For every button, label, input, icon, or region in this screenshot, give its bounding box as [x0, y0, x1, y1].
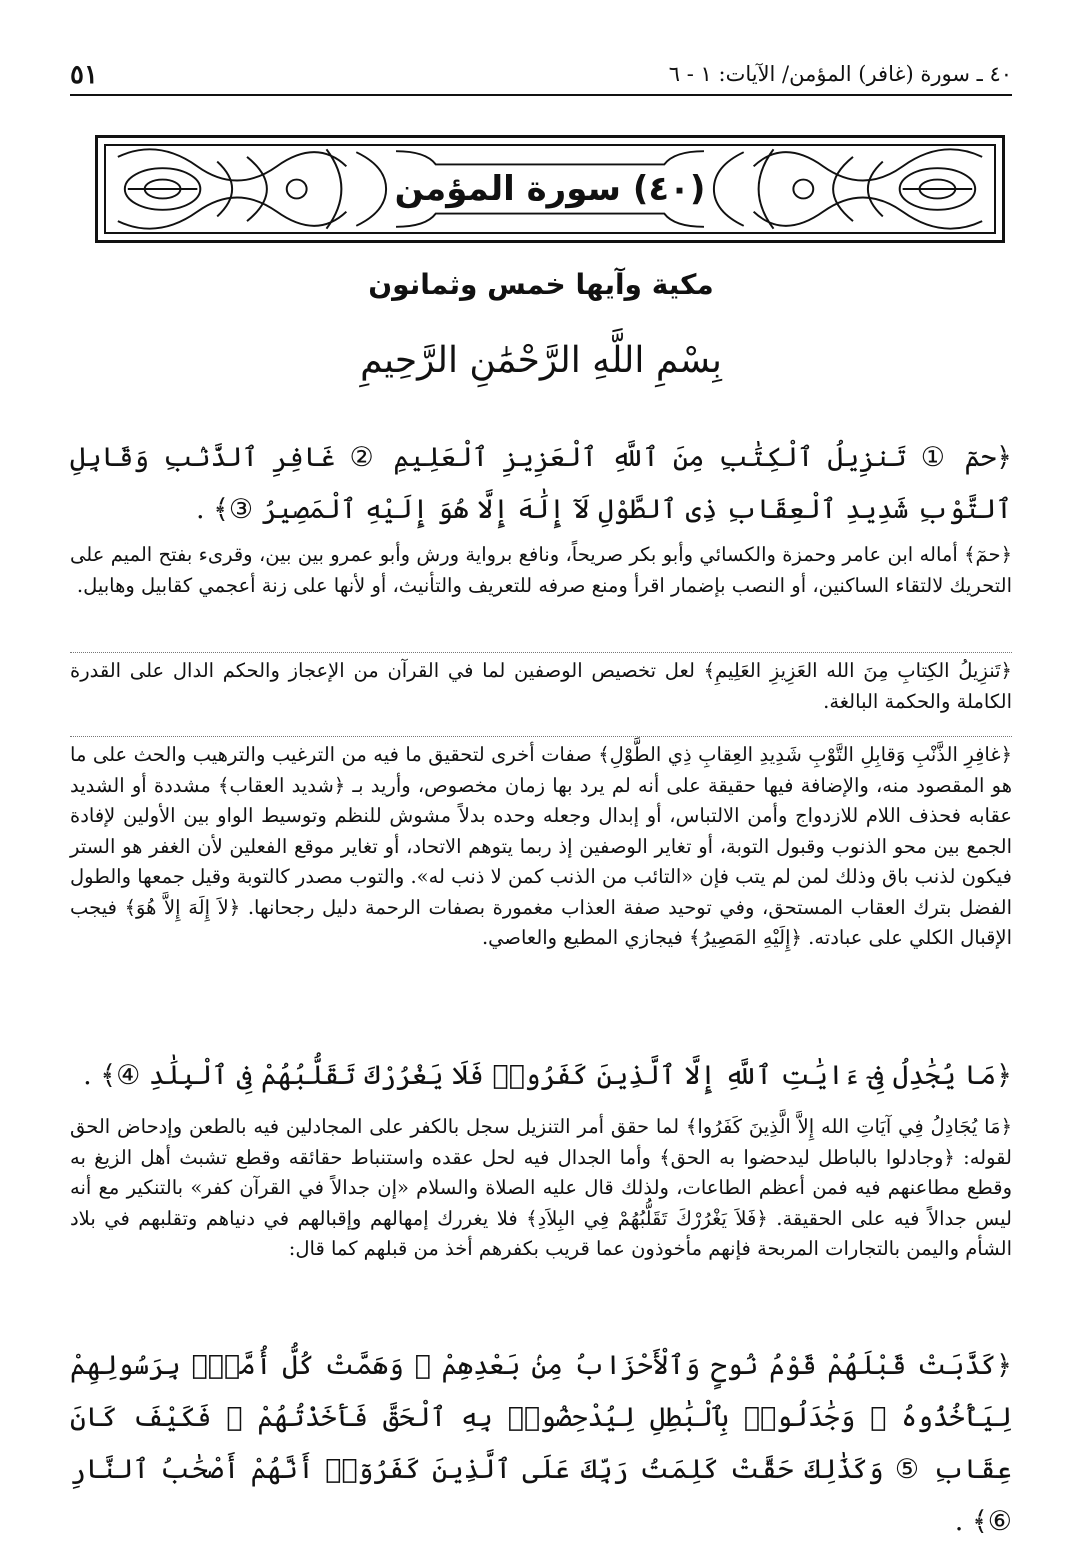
surah-title: (٤٠) سورة المؤمن [394, 169, 706, 209]
commentary-paragraph-1: ﴿حمٓ﴾ أماله ابن عامر وحمزة والكسائي وأبو بكر صريحاً، ونافع برواية ورش وأبو عمرو بين بين، وقرىء بفتح الميم على التحريك لالتقاء الساكنين، أو النصب بإضمار اقرأ ومنع صرفه للتعريف والتأنيث، أو لأنها على زنة أعجمي كقابيل وهابيل. [70, 543, 1012, 597]
commentary-paragraph-2: ﴿تَنزِيلُ الكِتابِ مِنَ الله العَزِيزِ العَلِيمِ﴾ لعل تخصيص الوصفين لما في القرآن من الإعجاز والحكم الدال على القدرة الكاملة والحكمة البالغة. [70, 659, 1012, 713]
basmala: بِسْمِ اللَّهِ الرَّحْمَٰنِ الرَّحِيمِ [360, 340, 722, 381]
surah-subtitle: مكية وآيها خمس وثمانون [368, 268, 714, 301]
header-rule [70, 94, 1012, 96]
commentary-paragraph-4: ﴿مَا يُجَادِلُ فِي آيَاتِ الله إِلاَّ الَّذِينَ كَفَرُوا﴾ لما حقق أمر التنزيل سجل بالكفر على المجادلين فيه بالطعن وإدحاض الحق لقوله: ﴿وجادلوا بالباطل ليدحضوا به الحق﴾ وأما الجدال فيه لحل عقده واستنباط حقائقه وقطع تشبث أهل الزيغ به وقطع مطاعنهم فيه فمن أعظم الطاعات، ولذلك قال عليه الصلاة والسلام «إن جدالاً في القرآن كفر» بالتنكير مع أنه ليس جدالاً فيه على الحقيقة. ﴿فَلاَ يَغْرُرْكَ تَقَلُّبُهُمْ فِي البِلاَدِ﴾ فلا يغررك إمهالهم وإقبالهم في دنياهم وتقلبهم في بلاد الشأم واليمن بالتجارات المربحة فإنهم مأخوذون عما قريب بكفرهم أخذ من قبلهم كما قال: [70, 1115, 1012, 1260]
paragraph-divider [70, 736, 1012, 737]
verse-block-4: ﴿مَا يُجَٰدِلُ فِىٓ ءَايَٰتِ ٱللَّهِ إِلَّا ٱلَّذِينَ كَفَرُوا۟ فَلَا يَغْرُرْكَ تَقَلُّبُهُمْ فِى ٱلْبِلَٰدِ ④﴾ . [83, 1060, 1012, 1091]
page-number: ٥١ [70, 60, 98, 90]
verse-block-5-6: ﴿كَذَّبَتْ قَبْلَهُمْ قَوْمُ نُوحٍ وَٱلْأَحْزَابُ مِنۢ بَعْدِهِمْ ۖ وَهَمَّتْ كُلُّ أُمَّةٍۭ بِرَسُولِهِمْ لِيَأْخُذُوهُ ۖ وَجَٰدَلُوا۟ بِٱلْبَٰطِلِ لِيُدْحِضُوا۟ بِهِ ٱلْحَقَّ فَأَخَذْتُهُمْ ۖ فَكَيْفَ كَانَ عِقَابِ ⑤ وَكَذَٰلِكَ حَقَّتْ كَلِمَتُ رَبِّكَ عَلَى ٱلَّذِينَ كَفَرُوٓا۟ أَنَّهُمْ أَصْحَٰبُ ٱلنَّارِ ⑥﴾ . [70, 1350, 1012, 1537]
page-header [70, 56, 1012, 96]
running-title: ٤٠ ـ سورة (غافر) المؤمن/ الآيات: ١ - ٦ [668, 62, 1012, 86]
surah-banner [95, 135, 1005, 243]
verse-block-1-3: ﴿حمٓ ① تَنزِيلُ ٱلْكِتَٰبِ مِنَ ٱللَّهِ ٱلْعَزِيزِ ٱلْعَلِيمِ ② غَافِرِ ٱلذَّنۢبِ وَقَابِلِ ٱلتَّوْبِ شَدِيدِ ٱلْعِقَابِ ذِى ٱلطَّوْلِ لَآ إِلَٰهَ إِلَّا هُوَ إِلَيْهِ ٱلْمَصِيرُ ③﴾ . [70, 442, 1012, 525]
commentary-paragraph-3: ﴿غافِرِ الذَّنْبِ وَقابِلِ التَّوْبِ شَدِيدِ العِقابِ ذِي الطَّوْلِ﴾ صفات أخرى لتحقيق ما فيه من الترغيب والترهيب والحث على ما هو المقصود منه، والإضافة فيها حقيقة على أنه لم يرد بها زمان مخصوص، وأريد بـ ﴿شديد العقاب﴾ مشددة أو الشديد عقابه فحذف اللام للازدواج وأمن الالتباس، أو إبدال وجعله وحده بدلاً مشوش للنظم وتوسيط الواو بين الأولين لإفادة الجمع بين محو الذنوب وقبول التوبة، أو تغاير الوصفين إذ ربما يتوهم الاتحاد، أو تغاير موقع الفعلين لأن الغفر هو الستر فيكون لذنب باق وذلك لمن لم يتب فإن «التائب من الذنب كمن لا ذنب له». والتوب مصدر كالتوبة وقيل جمعها والطول الفضل بترك العقاب المستحق، وفي توحيد صفة العذاب مغمورة بصفات الرحمة دليل رجحانها. ﴿لاَ إِلَهَ إِلاَّ هُوَ﴾ فيجب الإقبال الكلي على عبادته. ﴿إِلَيْهِ المَصِيرُ﴾ فيجازي المطيع والعاصي. [70, 743, 1012, 949]
paragraph-divider [70, 652, 1012, 653]
